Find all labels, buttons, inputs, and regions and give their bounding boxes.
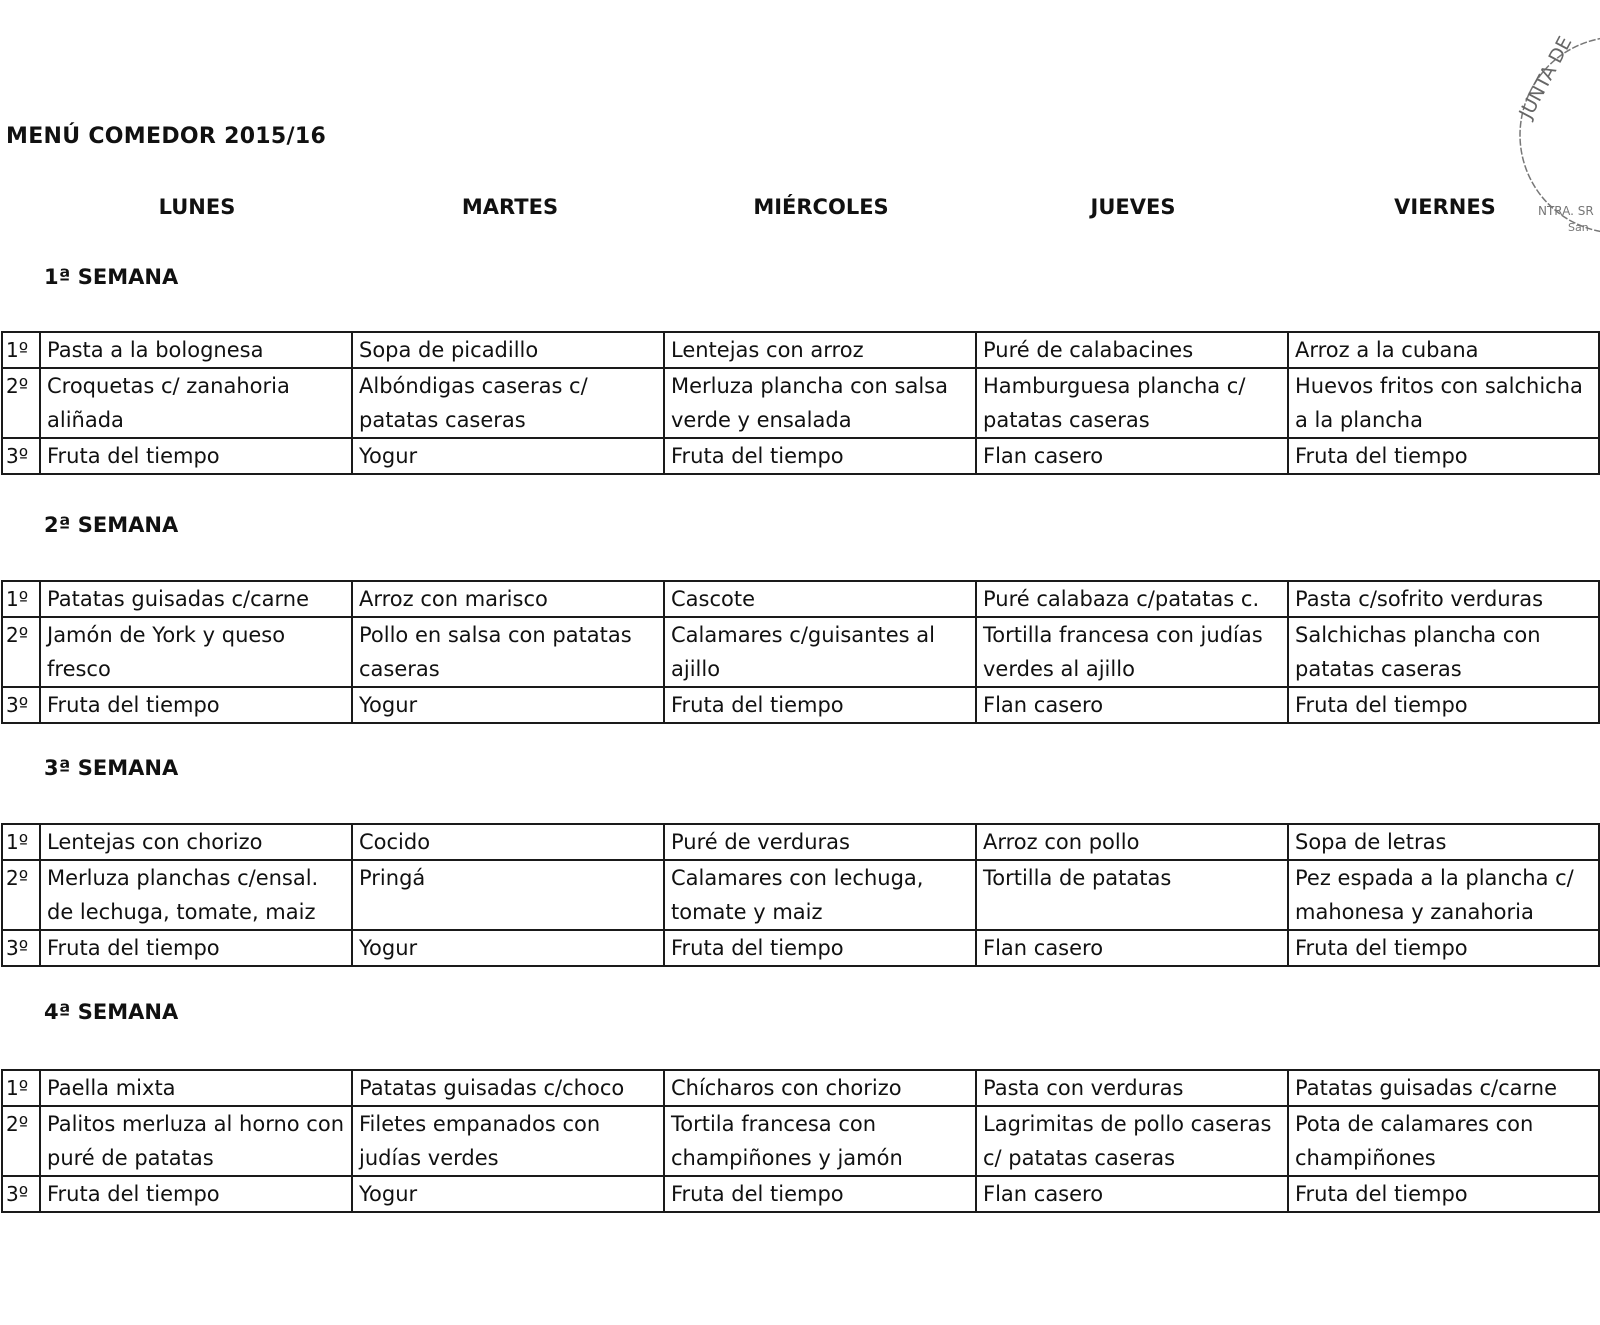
dish-cell: Tortilla de patatas bbox=[976, 860, 1288, 930]
dish-cell: Patatas guisadas c/choco bbox=[352, 1070, 664, 1106]
week-2-label: 2ª SEMANA bbox=[44, 513, 179, 537]
table-row bbox=[2, 1176, 1599, 1212]
dish-cell: Tortila francesa con champiñones y jamón bbox=[664, 1106, 976, 1176]
dish-cell: Lentejas con chorizo bbox=[40, 824, 352, 860]
dish-cell: Sopa de picadillo bbox=[352, 332, 664, 368]
dish-cell: Pasta con verduras bbox=[976, 1070, 1288, 1106]
stamp-text-top: JUNTA DE bbox=[1514, 32, 1577, 123]
day-header-monday: LUNES bbox=[158, 195, 236, 219]
stamp-text-bottom: San bbox=[1568, 221, 1589, 234]
dish-cell: Fruta del tiempo bbox=[40, 930, 352, 966]
dish-cell: Flan casero bbox=[976, 438, 1288, 474]
dish-cell: Arroz con marisco bbox=[352, 581, 664, 617]
course-number: 3º bbox=[2, 687, 40, 723]
dish-cell: Puré calabaza c/patatas c. bbox=[976, 581, 1288, 617]
week-1-label: 1ª SEMANA bbox=[44, 265, 179, 289]
dish-cell: Lentejas con arroz bbox=[664, 332, 976, 368]
day-header-thursday: JUEVES bbox=[1090, 195, 1176, 219]
course-number: 3º bbox=[2, 1176, 40, 1212]
dish-cell: Pollo en salsa con patatas caseras bbox=[352, 617, 664, 687]
table-row bbox=[2, 824, 1599, 860]
dish-cell: Fruta del tiempo bbox=[40, 687, 352, 723]
dish-cell: Jamón de York y queso fresco bbox=[40, 617, 352, 687]
dish-cell: Patatas guisadas c/carne bbox=[40, 581, 352, 617]
course-number: 1º bbox=[2, 824, 40, 860]
dish-cell: Sopa de letras bbox=[1288, 824, 1599, 860]
dish-cell: Pasta c/sofrito verduras bbox=[1288, 581, 1599, 617]
dish-cell: Cocido bbox=[352, 824, 664, 860]
table-row bbox=[2, 1070, 1599, 1106]
table-row bbox=[2, 1106, 1599, 1176]
week-3-label: 3ª SEMANA bbox=[44, 756, 179, 780]
table-row bbox=[2, 687, 1599, 723]
dish-cell: Yogur bbox=[352, 1176, 664, 1212]
dish-cell: Calamares c/guisantes al ajillo bbox=[664, 617, 976, 687]
week-4-table bbox=[1, 1069, 1600, 1213]
dish-cell: Tortilla francesa con judías verdes al ajillo bbox=[976, 617, 1288, 687]
dish-cell: Chícharos con chorizo bbox=[664, 1070, 976, 1106]
table-row bbox=[2, 617, 1599, 687]
day-header-friday: VIERNES bbox=[1394, 195, 1496, 219]
course-number: 2º bbox=[2, 368, 40, 438]
dish-cell: Cascote bbox=[664, 581, 976, 617]
page-title: MENÚ COMEDOR 2015/16 bbox=[6, 124, 327, 149]
course-number: 3º bbox=[2, 930, 40, 966]
dish-cell: Palitos merluza al horno con puré de patatas bbox=[40, 1106, 352, 1176]
dish-cell: Lagrimitas de pollo caseras c/ patatas caseras bbox=[976, 1106, 1288, 1176]
dish-cell: Huevos fritos con salchicha a la plancha bbox=[1288, 368, 1599, 438]
table-row bbox=[2, 438, 1599, 474]
school-stamp bbox=[1508, 25, 1600, 245]
dish-cell: Flan casero bbox=[976, 687, 1288, 723]
dish-cell: Calamares con lechuga, tomate y maiz bbox=[664, 860, 976, 930]
dish-cell: Fruta del tiempo bbox=[1288, 687, 1599, 723]
dish-cell: Yogur bbox=[352, 438, 664, 474]
week-4-label: 4ª SEMANA bbox=[44, 1000, 179, 1024]
dish-cell: Yogur bbox=[352, 687, 664, 723]
course-number: 3º bbox=[2, 438, 40, 474]
dish-cell: Pasta a la bolognesa bbox=[40, 332, 352, 368]
table-row bbox=[2, 930, 1599, 966]
dish-cell: Filetes empanados con judías verdes bbox=[352, 1106, 664, 1176]
dish-cell: Fruta del tiempo bbox=[664, 1176, 976, 1212]
dish-cell: Puré de calabacines bbox=[976, 332, 1288, 368]
dish-cell: Salchichas plancha con patatas caseras bbox=[1288, 617, 1599, 687]
week-1-table bbox=[1, 331, 1600, 475]
dish-cell: Flan casero bbox=[976, 930, 1288, 966]
table-row bbox=[2, 332, 1599, 368]
course-number: 2º bbox=[2, 1106, 40, 1176]
day-header-wednesday: MIÉRCOLES bbox=[753, 195, 889, 219]
dish-cell: Fruta del tiempo bbox=[1288, 438, 1599, 474]
week-2-table bbox=[1, 580, 1600, 724]
dish-cell: Fruta del tiempo bbox=[664, 438, 976, 474]
table-row bbox=[2, 368, 1599, 438]
dish-cell: Fruta del tiempo bbox=[1288, 1176, 1599, 1212]
course-number: 1º bbox=[2, 1070, 40, 1106]
day-header-tuesday: MARTES bbox=[461, 195, 559, 219]
dish-cell: Fruta del tiempo bbox=[40, 438, 352, 474]
course-number: 1º bbox=[2, 332, 40, 368]
dish-cell: Arroz con pollo bbox=[976, 824, 1288, 860]
course-number: 1º bbox=[2, 581, 40, 617]
stamp-text-middle: NTRA. SR bbox=[1538, 204, 1594, 218]
dish-cell: Flan casero bbox=[976, 1176, 1288, 1212]
dish-cell: Fruta del tiempo bbox=[664, 930, 976, 966]
course-number: 2º bbox=[2, 860, 40, 930]
dish-cell: Pota de calamares con champiñones bbox=[1288, 1106, 1599, 1176]
dish-cell: Fruta del tiempo bbox=[40, 1176, 352, 1212]
dish-cell: Merluza plancha con salsa verde y ensalada bbox=[664, 368, 976, 438]
course-number: 2º bbox=[2, 617, 40, 687]
dish-cell: Merluza planchas c/ensal. de lechuga, tomate, maiz bbox=[40, 860, 352, 930]
week-3-table bbox=[1, 823, 1600, 967]
dish-cell: Puré de verduras bbox=[664, 824, 976, 860]
dish-cell: Paella mixta bbox=[40, 1070, 352, 1106]
dish-cell: Patatas guisadas c/carne bbox=[1288, 1070, 1599, 1106]
dish-cell: Arroz a la cubana bbox=[1288, 332, 1599, 368]
dish-cell: Croquetas c/ zanahoria aliñada bbox=[40, 368, 352, 438]
dish-cell: Pez espada a la plancha c/ mahonesa y zanahoria bbox=[1288, 860, 1599, 930]
dish-cell: Fruta del tiempo bbox=[664, 687, 976, 723]
table-row bbox=[2, 860, 1599, 930]
dish-cell: Hamburguesa plancha c/ patatas caseras bbox=[976, 368, 1288, 438]
table-row bbox=[2, 581, 1599, 617]
dish-cell: Pringá bbox=[352, 860, 664, 930]
dish-cell: Fruta del tiempo bbox=[1288, 930, 1599, 966]
dish-cell: Yogur bbox=[352, 930, 664, 966]
dish-cell: Albóndigas caseras c/ patatas caseras bbox=[352, 368, 664, 438]
